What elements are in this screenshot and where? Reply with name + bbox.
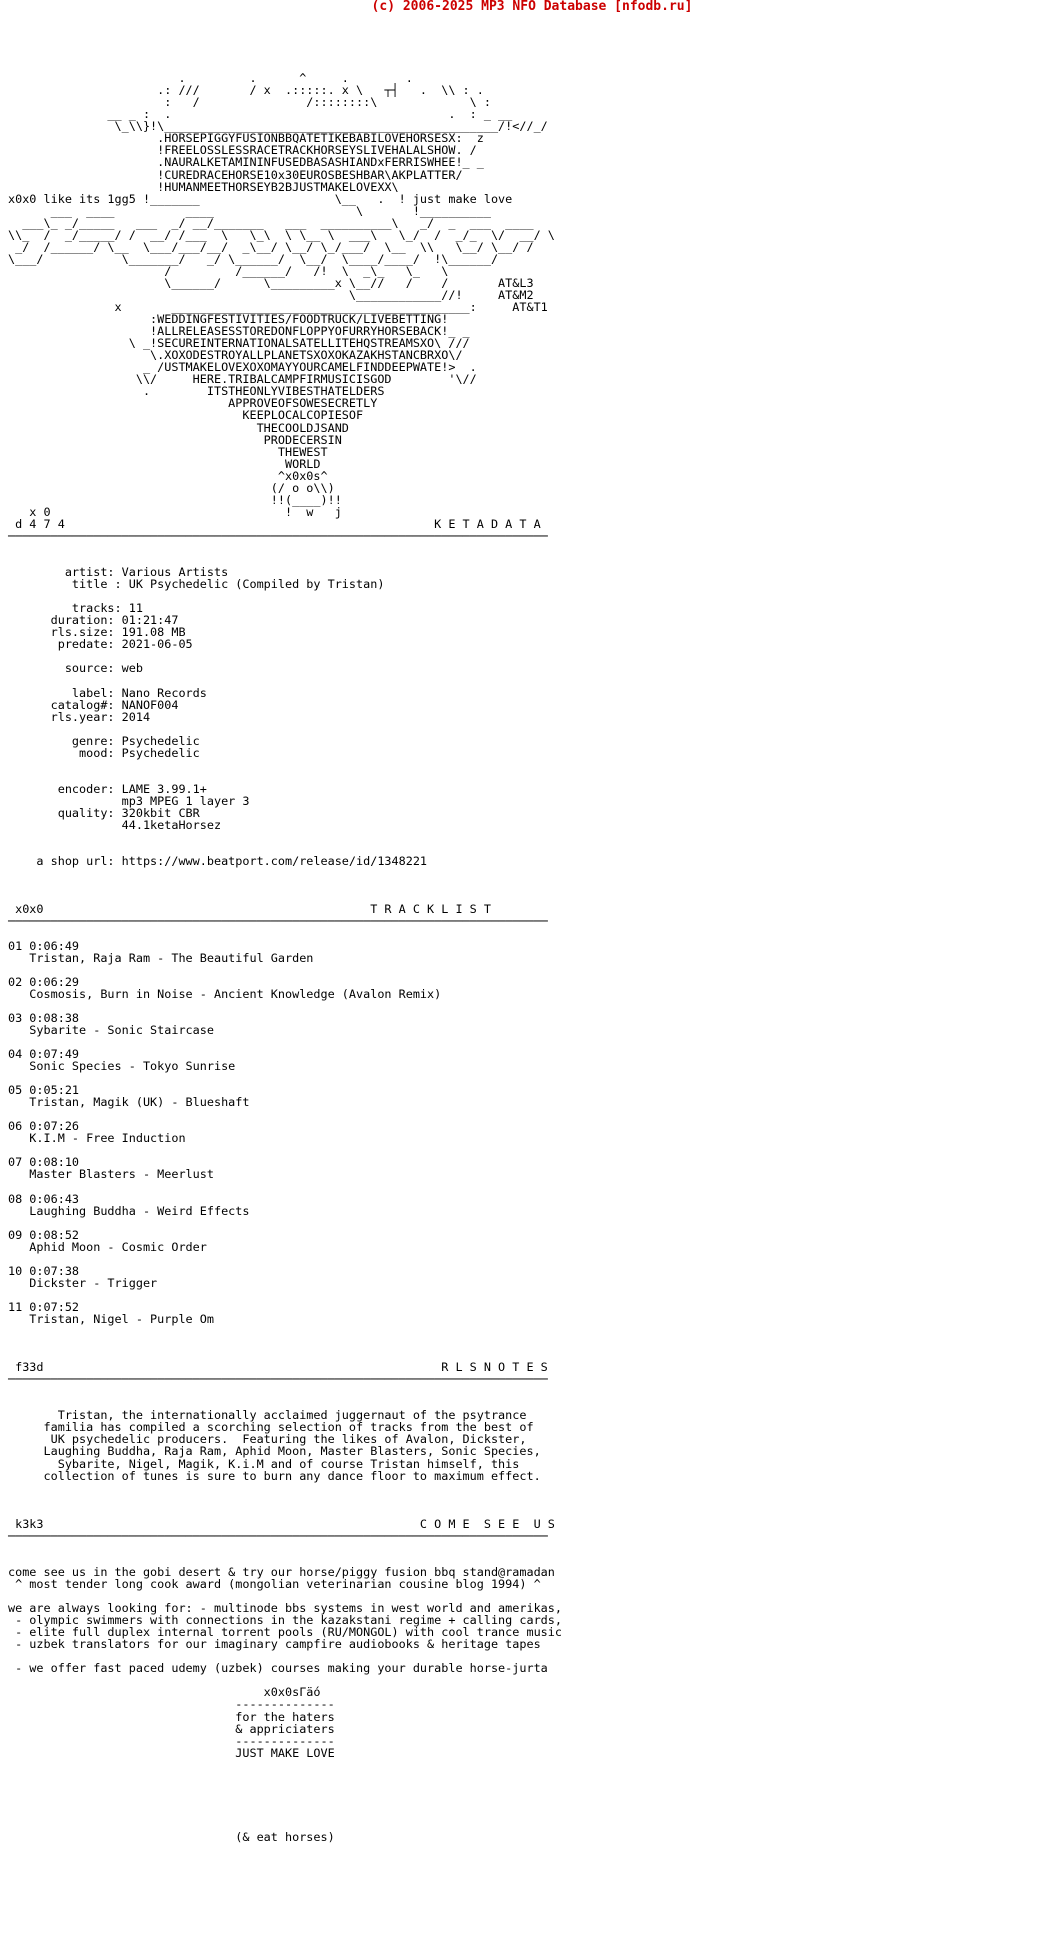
nfo-line: __ _ : . . : _ __ (8, 107, 513, 122)
nfo-line: 09 0:08:52 (8, 1227, 80, 1242)
nfo-line: Tristan, Magik (UK) - Blueshaft (8, 1095, 250, 1110)
nfo-line: - uzbek translators for our imaginary campfire audiobooks & heritage tapes (8, 1637, 541, 1652)
nfo-line: x0x0sГäó (8, 1685, 321, 1700)
nfo-line: THEWEST (8, 444, 328, 459)
nfo-line: artist: Various Artists (8, 565, 229, 580)
nfo-line: Sybarite - Sonic Staircase (8, 1022, 214, 1037)
nfo-line: title : UK Psychedelic (Compiled by Tristan) (8, 577, 385, 592)
nfo-line: PRODECERSIN (8, 432, 342, 447)
nfo-line: rls.size: 191.08 MB (8, 625, 186, 640)
nfo-line: ──────────────────────────────────────────────────────────────────────────── (8, 914, 548, 929)
nfo-line: \______/ \_________x \__// / / AT&L3 (8, 275, 534, 290)
nfo-line: collection of tunes is sure to burn any dance floor to maximum effect. (8, 1468, 541, 1483)
nfo-line: k3k3 C O M E S E E U S (8, 1516, 555, 1531)
nfo-line: -------------- (8, 1733, 335, 1748)
nfo-line: ___ ____ ____ \ !__________ (8, 203, 491, 218)
nfo-line: !!(____)!! (8, 492, 342, 507)
nfo-line: \.XOXODESTROYALLPLANETSXOXOKAZAKHSTANCBRXO\/ (8, 348, 463, 363)
nfo-line: genre: Psychedelic (8, 733, 200, 748)
nfo-line: 03 0:08:38 (8, 1010, 80, 1025)
nfodb-copyright-link[interactable]: (c) 2006-2025 MP3 NFO Database [nfodb.ru] (371, 0, 693, 14)
nfo-line: familia has compiled a scorching selection of tracks from the best of (8, 1420, 534, 1435)
nfo-line: source: web (8, 661, 143, 676)
nfo-line: \____________//! AT&M2 (8, 287, 534, 302)
nfo-line: Tristan, Nigel - Purple Om (8, 1311, 214, 1326)
nfo-line: \\/ HERE.TRIBALCAMPFIRMUSICISGOD '\// (8, 372, 477, 387)
nfo-line: x0x0 like its 1gg5 !_______ \__ . ! just make love (8, 191, 513, 206)
nfo-line: !ALLRELEASESSTOREDONFLOPPYOFURRYHORSEBACK!_ _ (8, 324, 470, 339)
nfo-line: 04 0:07:49 (8, 1046, 80, 1061)
nfo-line: Tristan, the internationally acclaimed juggernaut of the psytrance (8, 1408, 527, 1423)
nfo-line: catalog#: NANOF004 (8, 697, 179, 712)
nfo-line: x0x0 T R A C K L I S T (8, 902, 491, 917)
nfo-line: -------------- (8, 1697, 335, 1712)
nfo-line: !CUREDRACEHORSE10x30EUROSBESHBAR\AKPLATTER/ (8, 167, 463, 182)
nfo-line: 11 0:07:52 (8, 1299, 80, 1314)
nfo-line: (& eat horses) (8, 1829, 335, 1844)
nfo-line: 02 0:06:29 (8, 974, 80, 989)
nfo-line: predate: 2021-06-05 (8, 637, 193, 652)
nfo-line: Laughing Buddha - Weird Effects (8, 1203, 250, 1218)
nfo-line: & appriciaters (8, 1721, 335, 1736)
nfo-line: / /______/ /! \ _\_ \_ \ (8, 263, 449, 278)
nfo-line: WORLD (8, 456, 321, 471)
nfo-line: \ _!SECUREINTERNATIONALSATELLITEHQSTREAMSXO\ /// (8, 336, 470, 351)
nfo-line: x 0 ! w j (8, 504, 342, 519)
nfo-line: _ /USTMAKELOVEXOXOMAYYOURCAMELFINDDEEPWATE!> . (8, 360, 477, 375)
nfo-line: ^ most tender long cook award (mongolian veterinarian cousine blog 1994) ^ (8, 1577, 541, 1591)
nfo-line: 44.1ketaHorsez (8, 818, 222, 833)
nfo-line: 10 0:07:38 (8, 1263, 80, 1278)
nfo-line: x __________________________________________: AT&T1 (8, 300, 548, 315)
nfo-line: .NAURALKETAMININFUSEDBASASHIANDxFERRISWHEE!_ _ (8, 155, 484, 170)
nfo-line: Cosmosis, Burn in Noise - Ancient Knowledge (Avalon Remix) (8, 986, 442, 1001)
nfo-line: - elite full duplex internal torrent pools (RU/MONGOL) with cool trance music (8, 1625, 562, 1640)
nfo-line: : / /::::::::\ \ : (8, 95, 491, 110)
nfo-line: 07 0:08:10 (8, 1155, 80, 1170)
nfo-line: ^x0x0s^ (8, 468, 328, 483)
nfo-line: Aphid Moon - Cosmic Order (8, 1239, 207, 1254)
nfo-line: 01 0:06:49 (8, 938, 80, 953)
nfo-line: !FREELOSSLESSRACETRACKHORSEYSLIVEHALALSHOW. / (8, 143, 477, 158)
nfo-line: (/ o o\\) (8, 480, 335, 495)
nfo-line: Tristan, Raja Ram - The Beautiful Garden (8, 950, 314, 965)
nfo-line: f33d R L S N O T E S (8, 1360, 548, 1375)
nfo-line: Sonic Species - Tokyo Sunrise (8, 1058, 236, 1073)
nfo-line: we are always looking for: - multinode bbs systems in west world and amerikas, (8, 1601, 562, 1616)
nfo-line: d 4 7 4 K E T A D A T A (8, 516, 541, 531)
nfo-line: \\_ / _/_____/ / __/ /___ \ \_\ \ \__ \ ___\ \_/ / _/_ \/ __/ \ (8, 227, 555, 242)
nfo-line: . . ^ . . (8, 71, 413, 86)
nfo-line: - we offer fast paced udemy (uzbek) courses making your durable horse-jurta (8, 1661, 548, 1676)
nfo-line: duration: 01:21:47 (8, 613, 179, 628)
nfo-line: label: Nano Records (8, 685, 207, 700)
nfo-line: Master Blasters - Meerlust (8, 1167, 214, 1182)
nfo-line: !HUMANMEETHORSEYB2BJUSTMAKELOVEXX\ (8, 179, 399, 194)
nfo-line: ──────────────────────────────────────────────────────────────────────────── (8, 1372, 548, 1387)
nfo-ascii-document (8, 36, 562, 1843)
nfo-line: K.I.M - Free Induction (8, 1131, 186, 1146)
nfo-line: JUST MAKE LOVE (8, 1745, 335, 1760)
nfo-line: 06 0:07:26 (8, 1119, 80, 1134)
nfo-line: rls.year: 2014 (8, 709, 151, 724)
nfo-line: \_\\}!\_______________________________________________/!<//_/ (8, 119, 548, 134)
nfo-line: mp3 MPEG 1 layer 3 (8, 793, 250, 808)
nfo-line: Sybarite, Nigel, Magik, K.i.M and of course Tristan himself, this (8, 1456, 520, 1471)
nfo-line: Laughing Buddha, Raja Ram, Aphid Moon, Master Blasters, Sonic Species, (8, 1444, 541, 1459)
nfo-line: THECOOLDJSAND (8, 420, 349, 435)
nfo-line: ──────────────────────────────────────────────────────────────────────────── (8, 528, 548, 543)
nfo-line: Dickster - Trigger (8, 1275, 158, 1290)
nfo-line: UK psychedelic producers. Featuring the likes of Avalon, Dickster, (8, 1432, 527, 1447)
nfo-line: . ITSTHEONLYVIBESTHATELDERS (8, 384, 385, 399)
nfo-line: KEEPLOCALCOPIESOF (8, 408, 364, 423)
nfo-line: for the haters (8, 1709, 335, 1724)
nfo-line: _/ /______/ \__ \___/___/__/ _\__/ \__/ \_/___/ \__ \\ \__/ \__/ / (8, 239, 534, 254)
nfo-line: come see us in the gobi desert & try our horse/piggy fusion bbq stand@ramadan (8, 1564, 555, 1579)
nfo-line: tracks: 11 (8, 601, 143, 616)
nfo-line: APPROVEOFSOWESECRETLY (8, 396, 378, 411)
nfo-line: - olympic swimmers with connections in the kazakstani regime + calling cards, (8, 1613, 562, 1628)
nfo-line: .: /// / x .:::::. x \ ┬┤ . \\ : . (8, 83, 484, 98)
nfo-line: encoder: LAME 3.99.1+ (8, 781, 207, 796)
nfo-line: a shop url: https://www.beatport.com/release/id/1348221 (8, 854, 428, 869)
nfo-line: 05 0:05:21 (8, 1083, 80, 1098)
nfo-line: quality: 320kbit CBR (8, 806, 200, 820)
nfo-line: ___\_ _/_____ ___ _/ __/_______ ___ __________\ _/ _ ___ ____ (8, 215, 534, 230)
nfo-line: \___/ \_______/ _/ \______/ \__/ \____/____/ !\______/ (8, 251, 499, 266)
nfo-line: ──────────────────────────────────────────────────────────────────────────── (8, 1528, 548, 1543)
nfo-line: 08 0:06:43 (8, 1191, 80, 1206)
nfo-line: mood: Psychedelic (8, 745, 200, 760)
nfo-line: .HORSEPIGGYFUSIONBBQATETIKEBABILOVEHORSESX: z (8, 131, 484, 146)
nfo-line: :WEDDINGFESTIVITIES/FOODTRUCK/LIVEBETTING! (8, 312, 449, 327)
